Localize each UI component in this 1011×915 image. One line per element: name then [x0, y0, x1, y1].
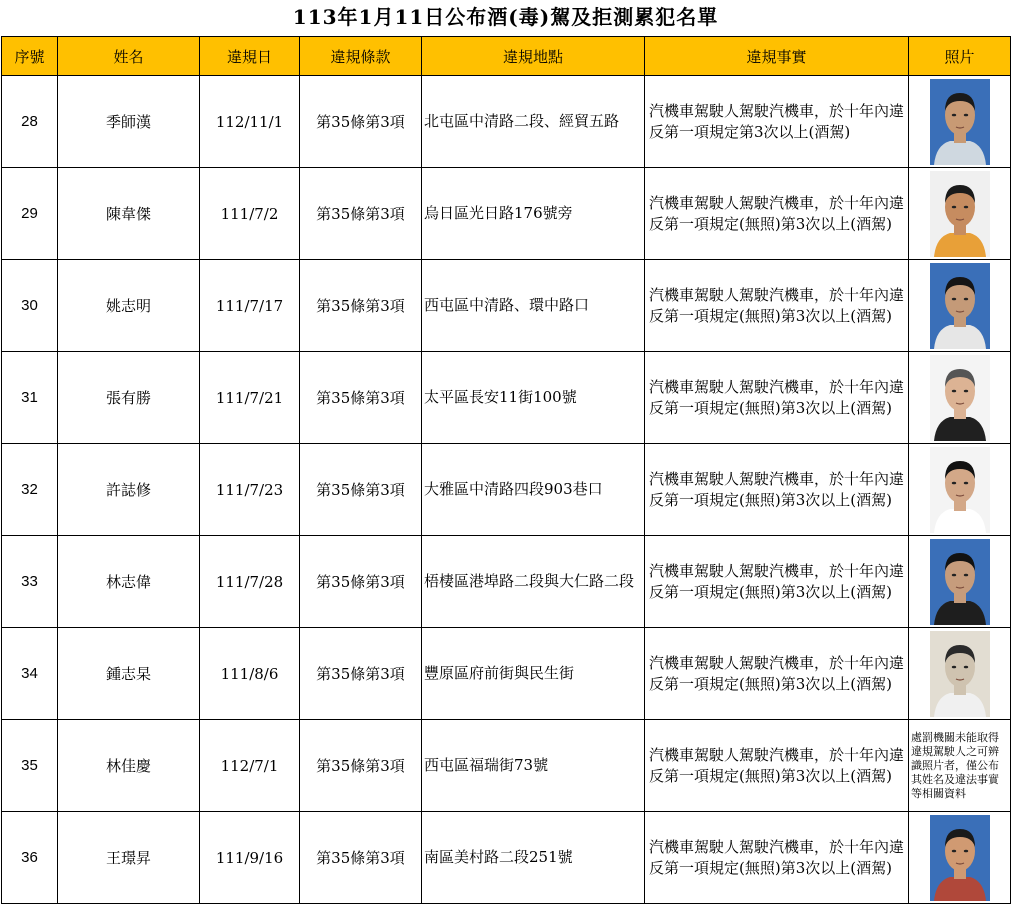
header-location: 違規地點	[422, 37, 645, 76]
row-name: 張有勝	[58, 352, 200, 444]
header-clause: 違規條款	[300, 37, 422, 76]
row-fact: 汽機車駕駛人駕駛汽機車，於十年內違反第一項規定(無照)第3次以上(酒駕)	[645, 536, 909, 628]
mugshot-photo	[930, 447, 990, 533]
row-fact: 汽機車駕駛人駕駛汽機車，於十年內違反第一項規定第3次以上(酒駕)	[645, 76, 909, 168]
row-location: 西屯區中清路、環中路口	[422, 260, 645, 352]
row-photo-cell	[909, 720, 1011, 812]
table-row	[2, 720, 1011, 812]
row-name: 王璟昇	[58, 812, 200, 904]
row-location: 北屯區中清路二段、經貿五路	[422, 76, 645, 168]
row-clause: 第35條第3項	[300, 720, 422, 812]
row-location: 豐原區府前街與民生街	[422, 628, 645, 720]
row-clause: 第35條第3項	[300, 352, 422, 444]
row-photo-cell	[909, 444, 1011, 536]
row-name: 姚志明	[58, 260, 200, 352]
table-row	[2, 444, 1011, 536]
row-name: 鍾志杲	[58, 628, 200, 720]
row-photo-cell	[909, 628, 1011, 720]
row-fact: 汽機車駕駛人駕駛汽機車，於十年內違反第一項規定(無照)第3次以上(酒駕)	[645, 352, 909, 444]
row-fact: 汽機車駕駛人駕駛汽機車，於十年內違反第一項規定(無照)第3次以上(酒駕)	[645, 444, 909, 536]
row-date: 111/7/23	[200, 444, 300, 536]
table-row	[2, 168, 1011, 260]
table-row	[2, 536, 1011, 628]
page-title: 113年1月11日公布酒(毒)駕及拒測累犯名單	[292, 5, 719, 29]
row-date: 111/7/17	[200, 260, 300, 352]
row-location: 梧棲區港埠路二段與大仁路二段	[422, 536, 645, 628]
header-date: 違規日	[200, 37, 300, 76]
mugshot-photo	[930, 815, 990, 901]
row-clause: 第35條第3項	[300, 444, 422, 536]
row-fact: 汽機車駕駛人駕駛汽機車，於十年內違反第一項規定(無照)第3次以上(酒駕)	[645, 260, 909, 352]
row-name: 陳韋傑	[58, 168, 200, 260]
row-fact: 汽機車駕駛人駕駛汽機車，於十年內違反第一項規定(無照)第3次以上(酒駕)	[645, 812, 909, 904]
no-photo-note: 處罰機關未能取得違規駕駛人之可辨識照片者，僅公布 其姓名及違法事實等相關資料	[911, 730, 999, 800]
row-name: 林佳慶	[58, 720, 200, 812]
row-name: 季師漢	[58, 76, 200, 168]
row-photo-cell	[909, 352, 1011, 444]
row-index: 35	[2, 720, 58, 812]
table-header-row	[2, 37, 1011, 76]
row-fact: 汽機車駕駛人駕駛汽機車，於十年內違反第一項規定(無照)第3次以上(酒駕)	[645, 720, 909, 812]
row-date: 111/7/28	[200, 536, 300, 628]
header-photo: 照片	[909, 37, 1011, 76]
row-location: 南區美村路二段251號	[422, 812, 645, 904]
row-date: 112/11/1	[200, 76, 300, 168]
row-index: 36	[2, 812, 58, 904]
table-row	[2, 260, 1011, 352]
row-photo-cell	[909, 260, 1011, 352]
row-location: 大雅區中清路四段903巷口	[422, 444, 645, 536]
row-photo-cell	[909, 76, 1011, 168]
row-index: 34	[2, 628, 58, 720]
header-fact: 違規事實	[645, 37, 909, 76]
mugshot-photo	[930, 631, 990, 717]
row-index: 29	[2, 168, 58, 260]
mugshot-photo	[930, 355, 990, 441]
row-clause: 第35條第3項	[300, 260, 422, 352]
row-clause: 第35條第3項	[300, 812, 422, 904]
mugshot-photo	[930, 539, 990, 625]
row-photo-cell	[909, 168, 1011, 260]
mugshot-photo	[930, 263, 990, 349]
row-index: 31	[2, 352, 58, 444]
table-row	[2, 628, 1011, 720]
header-index: 序號	[2, 37, 58, 76]
row-date: 111/9/16	[200, 812, 300, 904]
row-fact: 汽機車駕駛人駕駛汽機車，於十年內違反第一項規定(無照)第3次以上(酒駕)	[645, 628, 909, 720]
row-date: 111/7/2	[200, 168, 300, 260]
row-name: 許誌修	[58, 444, 200, 536]
row-index: 30	[2, 260, 58, 352]
offender-table	[1, 36, 1011, 904]
table-row	[2, 352, 1011, 444]
row-photo-cell	[909, 812, 1011, 904]
row-name: 林志偉	[58, 536, 200, 628]
row-clause: 第35條第3項	[300, 76, 422, 168]
row-index: 33	[2, 536, 58, 628]
table-row	[2, 76, 1011, 168]
header-name: 姓名	[58, 37, 200, 76]
row-fact: 汽機車駕駛人駕駛汽機車，於十年內違反第一項規定(無照)第3次以上(酒駕)	[645, 168, 909, 260]
table-row	[2, 812, 1011, 904]
mugshot-photo	[930, 171, 990, 257]
row-location: 西屯區福瑞街73號	[422, 720, 645, 812]
row-date: 111/7/21	[200, 352, 300, 444]
row-index: 32	[2, 444, 58, 536]
row-location: 太平區長安11街100號	[422, 352, 645, 444]
row-clause: 第35條第3項	[300, 536, 422, 628]
mugshot-photo	[930, 79, 990, 165]
row-date: 112/7/1	[200, 720, 300, 812]
row-location: 烏日區光日路176號旁	[422, 168, 645, 260]
row-clause: 第35條第3項	[300, 628, 422, 720]
row-clause: 第35條第3項	[300, 168, 422, 260]
row-photo-cell	[909, 536, 1011, 628]
row-date: 111/8/6	[200, 628, 300, 720]
row-index: 28	[2, 76, 58, 168]
